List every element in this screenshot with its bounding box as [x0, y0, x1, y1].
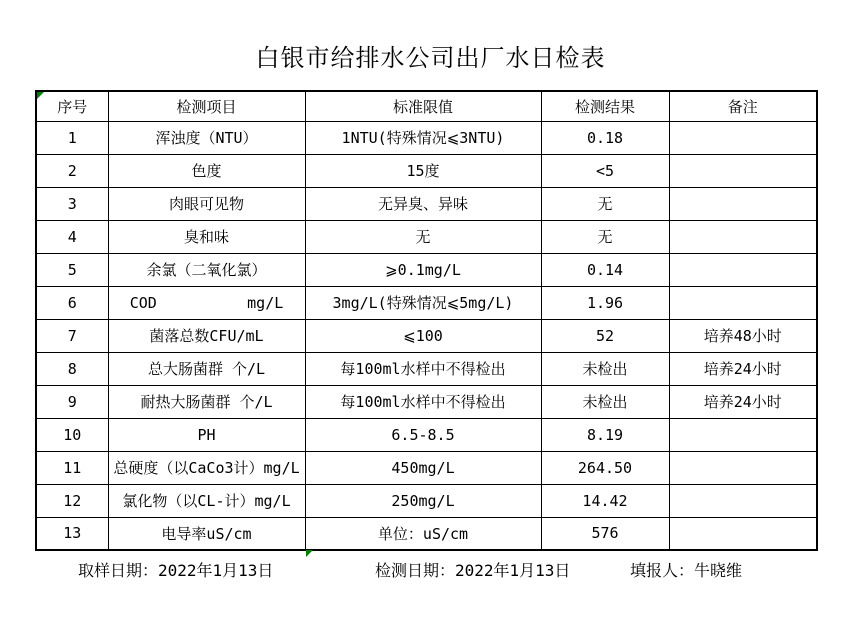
table-body	[36, 121, 817, 550]
result-cell: <5	[541, 154, 669, 187]
result-cell: 14.42	[541, 484, 669, 517]
column-header-note: 备注	[669, 91, 817, 121]
result-cell: 1.96	[541, 286, 669, 319]
note-cell	[669, 121, 817, 154]
serial-cell: 5	[36, 253, 108, 286]
note-cell	[669, 451, 817, 484]
limit-cell: 250mg/L	[305, 484, 541, 517]
serial-cell: 6	[36, 286, 108, 319]
item-cell: PH	[108, 418, 305, 451]
item-cell: 肉眼可见物	[108, 187, 305, 220]
table-row	[36, 220, 817, 253]
limit-cell: 无	[305, 220, 541, 253]
limit-cell: 15度	[305, 154, 541, 187]
result-cell: 52	[541, 319, 669, 352]
result-cell: 8.19	[541, 418, 669, 451]
table-row	[36, 385, 817, 418]
serial-cell: 8	[36, 352, 108, 385]
serial-cell: 3	[36, 187, 108, 220]
item-cell: 浑浊度（NTU）	[108, 121, 305, 154]
table-row	[36, 253, 817, 286]
note-cell	[669, 484, 817, 517]
result-cell: 0.14	[541, 253, 669, 286]
table-row	[36, 319, 817, 352]
serial-cell: 7	[36, 319, 108, 352]
result-cell: 无	[541, 220, 669, 253]
note-cell	[669, 253, 817, 286]
column-header-serial: 序号	[36, 91, 108, 121]
limit-cell: ⩾0.1mg/L	[305, 253, 541, 286]
serial-cell: 13	[36, 517, 108, 550]
item-cell: 总硬度（以CaCo3计）mg/L	[108, 451, 305, 484]
limit-cell: ⩽100	[305, 319, 541, 352]
report-footer	[0, 558, 861, 578]
limit-cell: 每100ml水样中不得检出	[305, 385, 541, 418]
item-cell: 余氯（二氧化氯）	[108, 253, 305, 286]
serial-cell: 2	[36, 154, 108, 187]
column-header-item: 检测项目	[108, 91, 305, 121]
serial-cell: 4	[36, 220, 108, 253]
result-cell: 无	[541, 187, 669, 220]
testing-date: 检测日期：2022年1月13日	[375, 561, 571, 580]
limit-cell: 单位：uS/cm	[305, 517, 541, 550]
item-cell: 总大肠菌群 个/L	[108, 352, 305, 385]
note-cell	[669, 220, 817, 253]
result-cell: 264.50	[541, 451, 669, 484]
item-cell: 臭和味	[108, 220, 305, 253]
limit-cell: 450mg/L	[305, 451, 541, 484]
limit-cell: 每100ml水样中不得检出	[305, 352, 541, 385]
column-header-result: 检测结果	[541, 91, 669, 121]
note-cell	[669, 187, 817, 220]
item-cell: 电导率uS/cm	[108, 517, 305, 550]
limit-cell: 3mg/L(特殊情况⩽5mg/L)	[305, 286, 541, 319]
note-cell	[669, 286, 817, 319]
note-cell	[669, 418, 817, 451]
item-cell: 氯化物（以CL-计）mg/L	[108, 484, 305, 517]
cell-corner-flag-icon	[37, 92, 44, 99]
note-cell: 培养24小时	[669, 352, 817, 385]
item-cell: 色度	[108, 154, 305, 187]
serial-cell: 1	[36, 121, 108, 154]
table-row	[36, 154, 817, 187]
table-header-row	[36, 91, 817, 121]
table-row	[36, 121, 817, 154]
reporter-name: 填报人：牛晓维	[630, 561, 743, 580]
table-row	[36, 418, 817, 451]
note-cell: 培养24小时	[669, 385, 817, 418]
serial-cell: 11	[36, 451, 108, 484]
item-cell: 耐热大肠菌群 个/L	[108, 385, 305, 418]
page-title: 白银市给排水公司出厂水日检表	[255, 44, 606, 72]
table-row	[36, 451, 817, 484]
serial-cell: 10	[36, 418, 108, 451]
note-cell	[669, 517, 817, 550]
table-row	[36, 352, 817, 385]
limit-cell: 无异臭、异味	[305, 187, 541, 220]
note-cell: 培养48小时	[669, 319, 817, 352]
inspection-table	[35, 90, 818, 551]
item-cell: COD mg/L	[108, 286, 305, 319]
note-cell	[669, 154, 817, 187]
item-cell: 菌落总数CFU/mL	[108, 319, 305, 352]
result-cell: 未检出	[541, 352, 669, 385]
table-row	[36, 187, 817, 220]
limit-cell: 6.5-8.5	[305, 418, 541, 451]
sampling-date: 取样日期：2022年1月13日	[78, 561, 274, 580]
result-cell: 未检出	[541, 385, 669, 418]
result-cell: 576	[541, 517, 669, 550]
result-cell: 0.18	[541, 121, 669, 154]
limit-cell: 1NTU(特殊情况⩽3NTU)	[305, 121, 541, 154]
cell-corner-flag-icon	[306, 550, 313, 557]
serial-cell: 9	[36, 385, 108, 418]
table-row	[36, 484, 817, 517]
serial-cell: 12	[36, 484, 108, 517]
table-row	[36, 286, 817, 319]
column-header-limit: 标准限值	[305, 91, 541, 121]
table-row	[36, 517, 817, 550]
